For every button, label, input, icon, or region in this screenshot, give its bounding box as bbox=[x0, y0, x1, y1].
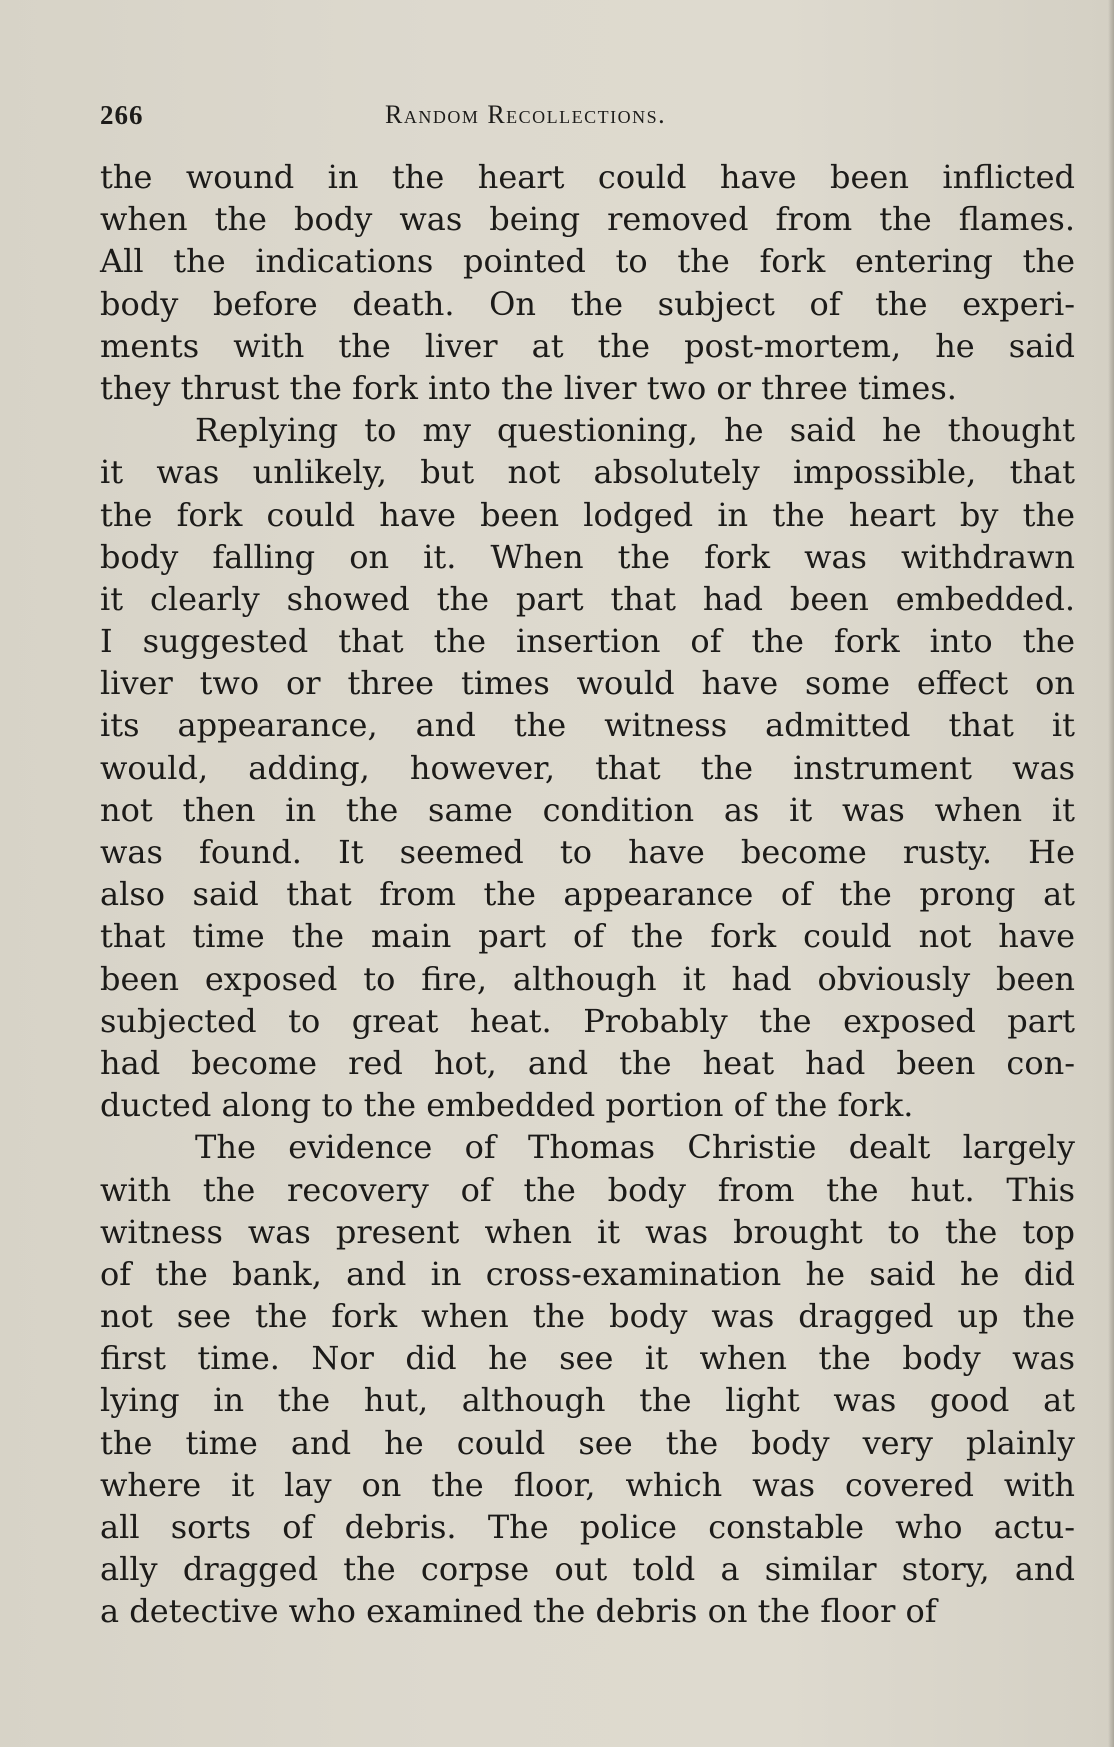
running-head: Random Recollections. bbox=[385, 100, 667, 129]
text-line: they thrust the fork into the liver two or three times. bbox=[100, 368, 957, 407]
text-line: subjected to great heat. Probably the exposed part bbox=[100, 1001, 1075, 1040]
paragraph bbox=[100, 409, 1075, 1126]
text-line: a detective who examined the debris on the floor of bbox=[100, 1592, 937, 1631]
text-line: body before death. On the subject of the experi- bbox=[100, 284, 1075, 323]
text-line: that time the main part of the fork could not have bbox=[100, 917, 1075, 956]
body-text bbox=[100, 156, 1075, 1633]
text-line: the fork could have been lodged in the heart by the bbox=[100, 495, 1075, 534]
text-line: not then in the same condition as it was when it bbox=[100, 790, 1075, 829]
text-line: the time and he could see the body very plainly bbox=[100, 1423, 1075, 1462]
text-line: ally dragged the corpse out told a similar story, and bbox=[100, 1550, 1075, 1589]
text-line: witness was present when it was brought to the top bbox=[100, 1212, 1075, 1251]
text-line: All the indications pointed to the fork entering the bbox=[100, 242, 1075, 281]
paragraph bbox=[100, 156, 1075, 409]
text-line: all sorts of debris. The police constable who actu- bbox=[100, 1508, 1075, 1546]
text-line: The evidence of Thomas Christie dealt largely bbox=[195, 1128, 1075, 1167]
text-line: it clearly showed the part that had been embedded. bbox=[100, 579, 1075, 618]
text-line: been exposed to fire, although it had obviously been bbox=[100, 959, 1075, 998]
text-line: ments with the liver at the post-mortem, he said bbox=[100, 326, 1075, 365]
text-line: not see the fork when the body was dragged up the bbox=[100, 1297, 1075, 1336]
text-line: when the body was being removed from the flames. bbox=[100, 200, 1075, 239]
text-line: Replying to my questioning, he said he thought bbox=[195, 411, 1075, 450]
text-line: lying in the hut, although the light was good at bbox=[100, 1381, 1075, 1420]
text-line: of the bank, and in cross-examination he said he did bbox=[100, 1254, 1075, 1293]
paragraph bbox=[100, 1126, 1075, 1632]
text-line: with the recovery of the body from the hut. This bbox=[100, 1170, 1075, 1209]
text-line: it was unlikely, but not absolutely impossible, that bbox=[100, 453, 1075, 492]
text-line: first time. Nor did he see it when the body was bbox=[100, 1339, 1075, 1378]
text-line: would, adding, however, that the instrument was bbox=[100, 748, 1075, 787]
text-line: body falling on it. When the fork was withdrawn bbox=[100, 537, 1075, 576]
page-edge-shadow bbox=[1108, 0, 1114, 1747]
text-line: liver two or three times would have some effect on bbox=[100, 664, 1075, 703]
text-line: I suggested that the insertion of the fork into the bbox=[100, 622, 1075, 661]
text-line: where it lay on the floor, which was covered with bbox=[100, 1465, 1075, 1504]
text-line: the wound in the heart could have been inflicted bbox=[100, 158, 1075, 196]
page-number: 266 bbox=[100, 100, 144, 130]
text-line: also said that from the appearance of the prong at bbox=[100, 875, 1075, 914]
text-line: ducted along to the embedded portion of the fork. bbox=[100, 1086, 914, 1125]
text-line: was found. It seemed to have become rusty. He bbox=[100, 833, 1075, 871]
text-line: had become red hot, and the heat had been con- bbox=[100, 1043, 1075, 1082]
page-header bbox=[100, 100, 1080, 140]
text-line: its appearance, and the witness admitted that it bbox=[100, 706, 1075, 745]
